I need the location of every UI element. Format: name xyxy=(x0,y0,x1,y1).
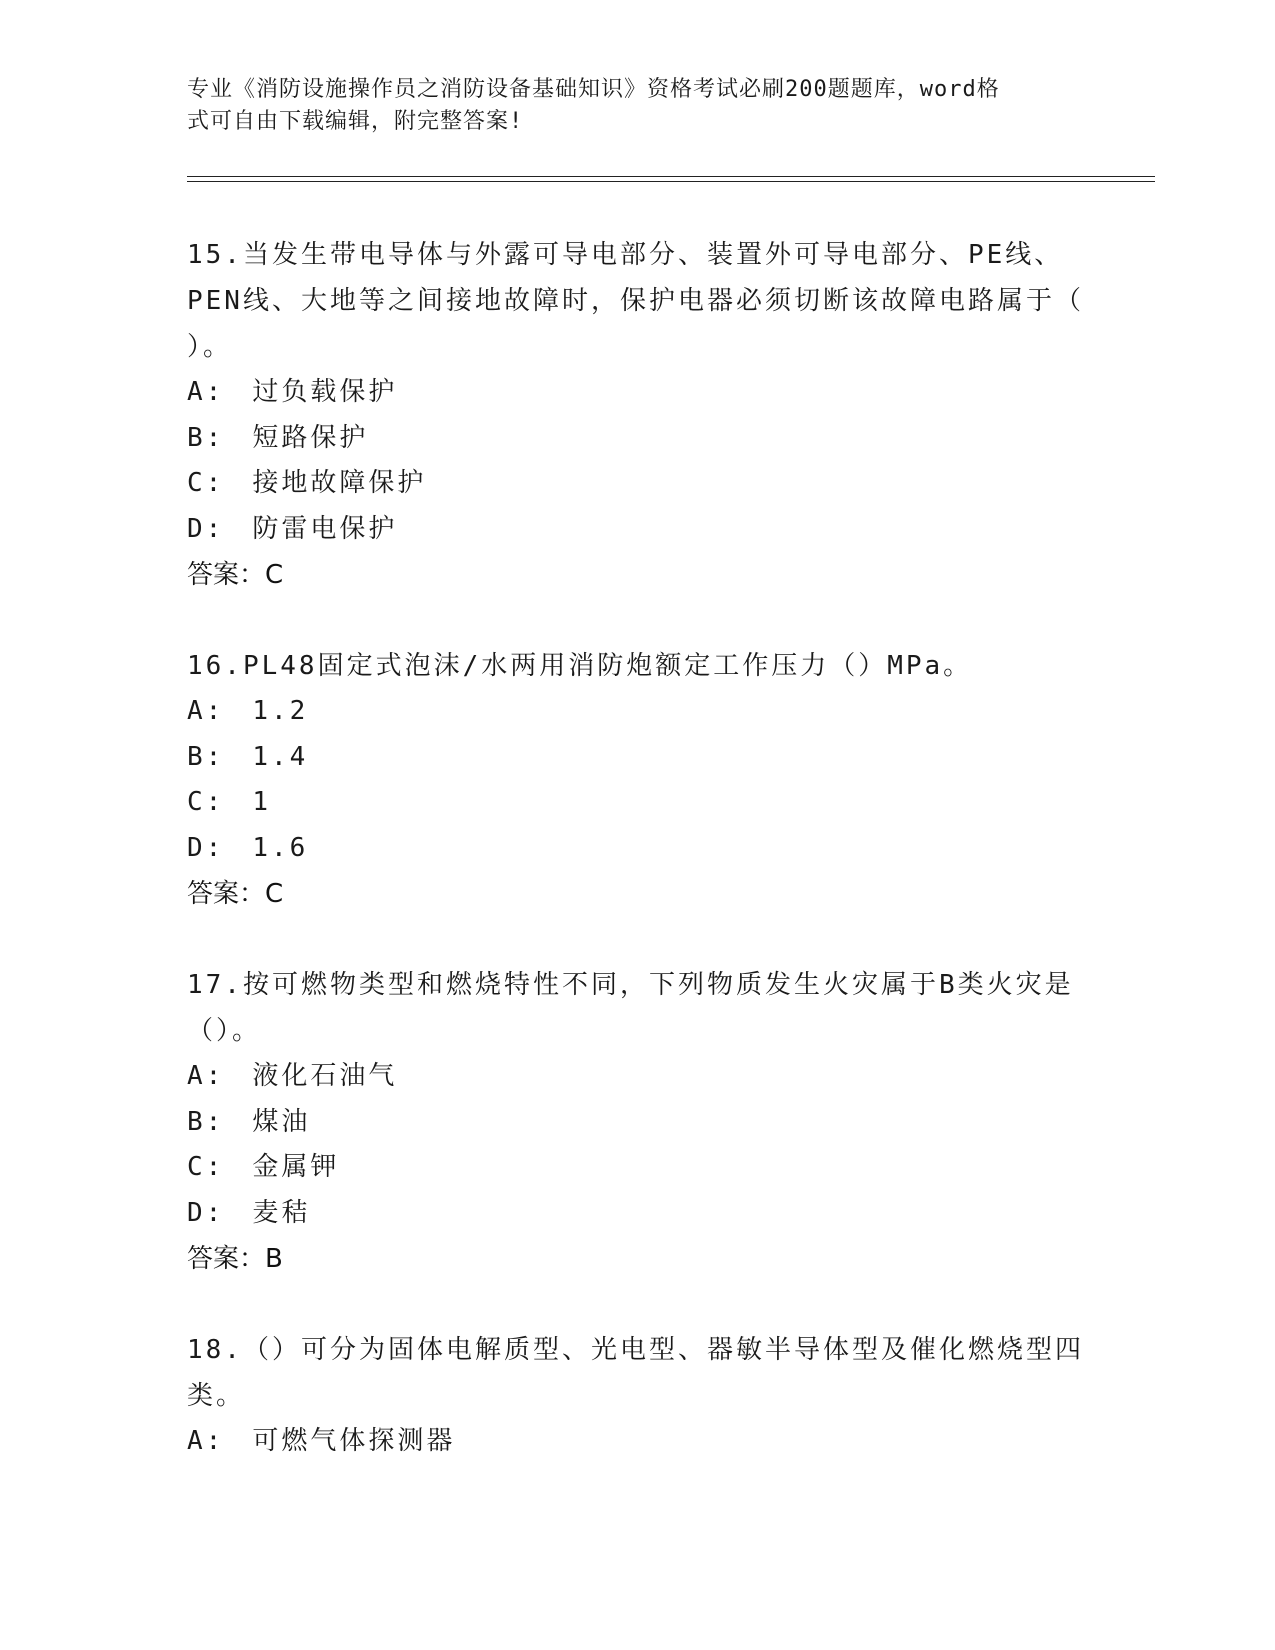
option-text: 防雷电保护 xyxy=(252,513,398,544)
question-15 xyxy=(187,232,1087,598)
question-text-line: （）。 xyxy=(187,1016,262,1046)
option-label: A: xyxy=(187,1426,225,1456)
question-list xyxy=(187,232,1087,1465)
header-divider-bottom xyxy=(187,181,1155,182)
option-label: D: xyxy=(187,513,225,544)
option-a xyxy=(187,370,1087,416)
question-18 xyxy=(187,1327,1087,1465)
option-label: B: xyxy=(187,1106,225,1137)
header-divider-top xyxy=(187,176,1155,177)
header-line-1: 专业《消防设施操作员之消防设备基础知识》资格考试必刷200题题库，word格 xyxy=(187,77,1000,102)
option-d xyxy=(187,826,1087,872)
question-text-line: 17.按可燃物类型和燃烧特性不同，下列物质发生火灾属于B类火灾是 xyxy=(187,970,1074,1000)
question-text-line: ）。 xyxy=(187,332,233,362)
option-label: A: xyxy=(187,696,225,726)
question-text-line: PEN线、大地等之间接地故障时，保护电器必须切断该故障电路属于（ xyxy=(187,286,1084,316)
option-label: C: xyxy=(187,468,225,498)
document-header xyxy=(187,74,1067,138)
option-text: 接地故障保护 xyxy=(252,468,427,498)
option-d xyxy=(187,1191,1087,1237)
option-text: 煤油 xyxy=(252,1106,311,1137)
question-16 xyxy=(187,643,1087,917)
option-text: 麦秸 xyxy=(252,1197,311,1228)
option-text: 1.2 xyxy=(252,696,309,726)
option-text: 1.6 xyxy=(252,832,309,863)
option-a xyxy=(187,689,1087,735)
answer-line: 答案：C xyxy=(187,560,284,590)
option-label: C: xyxy=(187,1152,225,1182)
option-b xyxy=(187,416,1087,462)
option-label: B: xyxy=(187,422,225,453)
question-text-line: 15.当发生带电导体与外露可导电部分、装置外可导电部分、PE线、 xyxy=(187,240,1064,270)
option-d xyxy=(187,507,1087,553)
option-label: B: xyxy=(187,741,225,772)
option-b xyxy=(187,1100,1087,1146)
option-a xyxy=(187,1054,1087,1100)
option-text: 金属钾 xyxy=(252,1152,340,1182)
option-label: D: xyxy=(187,1197,225,1228)
option-text: 1 xyxy=(252,787,271,817)
option-a xyxy=(187,1419,1087,1465)
question-text-line: 16.PL48固定式泡沫/水两用消防炮额定工作压力（）MPa。 xyxy=(187,651,973,681)
header-line-2: 式可自由下载编辑，附完整答案! xyxy=(187,109,524,134)
option-text: 液化石油气 xyxy=(252,1061,398,1091)
option-label: A: xyxy=(187,1061,225,1091)
option-label: C: xyxy=(187,787,225,817)
answer-line: 答案：B xyxy=(187,1244,283,1274)
option-text: 1.4 xyxy=(252,741,309,772)
question-17 xyxy=(187,962,1087,1282)
option-c xyxy=(187,461,1087,507)
option-b xyxy=(187,735,1087,781)
option-c xyxy=(187,780,1087,826)
question-text-line: 18.（）可分为固体电解质型、光电型、器敏半导体型及催化燃烧型四 xyxy=(187,1335,1084,1365)
answer-line: 答案：C xyxy=(187,879,284,909)
option-text: 短路保护 xyxy=(252,422,369,453)
option-c xyxy=(187,1145,1087,1191)
option-text: 过负载保护 xyxy=(252,377,398,407)
option-label: D: xyxy=(187,832,225,863)
option-label: A: xyxy=(187,377,225,407)
option-text: 可燃气体探测器 xyxy=(252,1426,456,1456)
question-text-line: 类。 xyxy=(187,1381,246,1411)
